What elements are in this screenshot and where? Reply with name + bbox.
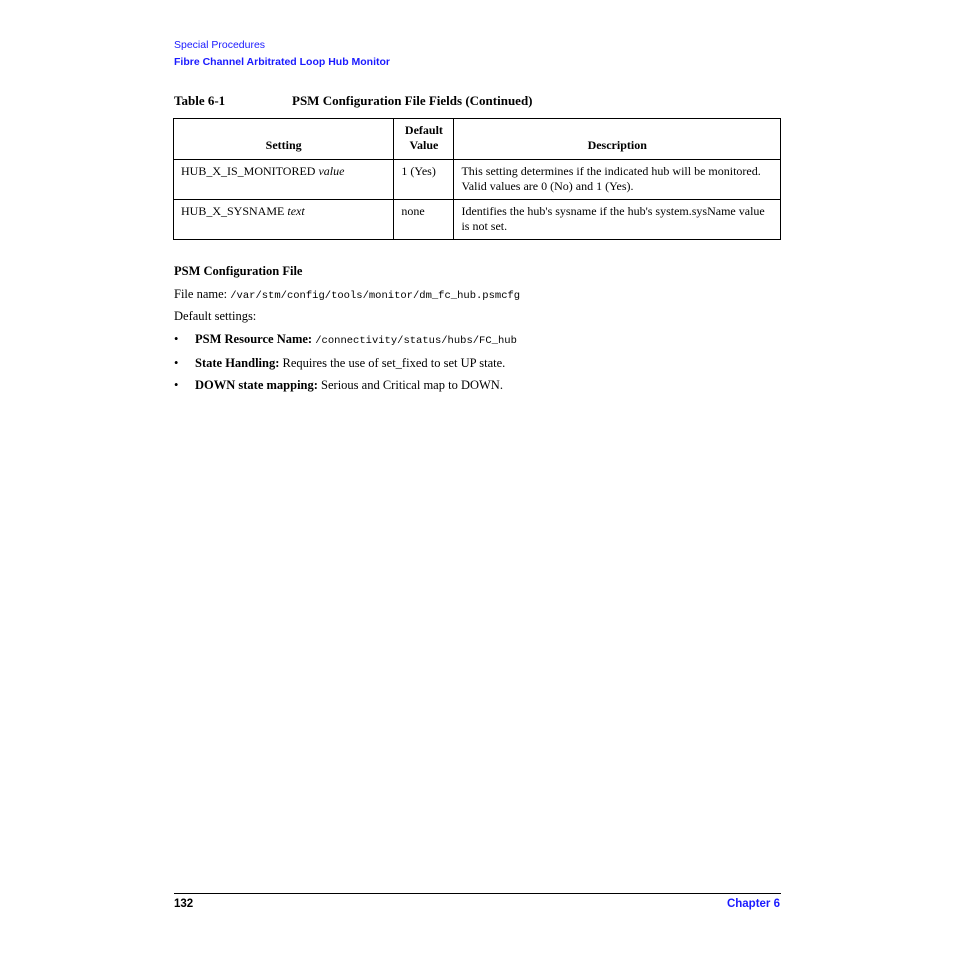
page-number: 132	[174, 898, 194, 910]
bullet-term: State Handling:	[195, 356, 280, 370]
cell-setting	[174, 200, 394, 240]
default-settings-label: Default settings:	[174, 309, 257, 323]
bullet-term: DOWN state mapping:	[195, 378, 318, 392]
setting-arg: text	[287, 204, 305, 218]
list-item	[174, 377, 517, 393]
setting-name: HUB_X_SYSNAME	[181, 204, 285, 218]
table-title: PSM Configuration File Fields (Continued)	[292, 93, 533, 108]
header-section: Special Procedures	[174, 39, 266, 51]
setting-arg: value	[318, 164, 345, 178]
file-path: /var/stm/config/tools/monitor/dm_fc_hub.psmcfg	[230, 290, 521, 302]
setting-name: HUB_X_IS_MONITORED	[181, 164, 316, 178]
column-header-default-line1: Default	[404, 123, 443, 137]
cell-description	[454, 200, 781, 240]
column-header-default-line2: Value	[409, 138, 439, 152]
column-header-setting: Setting	[174, 119, 394, 160]
cell-description	[454, 160, 781, 200]
default-settings-list	[174, 331, 517, 399]
bullet-glyph: •	[174, 332, 179, 346]
column-header-description: Description	[454, 119, 781, 160]
list-item	[174, 355, 517, 371]
description-line: Valid values are 0 (No) and 1 (Yes).	[461, 178, 634, 193]
cell-setting	[174, 160, 394, 200]
config-fields-table	[173, 118, 781, 240]
table-header-row	[174, 119, 781, 160]
table-number: Table 6-1	[174, 93, 226, 108]
running-header	[174, 37, 390, 71]
description-line: This setting determines if the indicated hub will be monitored.	[461, 164, 761, 178]
bullet-text: Serious and Critical map to DOWN.	[321, 378, 503, 392]
table-caption	[174, 93, 533, 109]
header-subsection: Fibre Channel Arbitrated Loop Hub Monitor	[174, 56, 391, 68]
file-name-line	[174, 286, 520, 304]
bullet-text: /connectivity/status/hubs/FC_hub	[315, 335, 517, 347]
chapter-label: Chapter 6	[726, 898, 780, 910]
table-row	[174, 200, 781, 240]
bullet-glyph: •	[174, 378, 179, 392]
file-name-label: File name:	[174, 287, 228, 301]
footer-divider	[174, 893, 781, 894]
psm-config-heading: PSM Configuration File	[174, 264, 303, 278]
bullet-glyph: •	[174, 356, 179, 370]
list-item	[174, 331, 517, 349]
bullet-term: PSM Resource Name:	[195, 332, 313, 346]
description-line: Identifies the hub's sysname if the hub's system.sysName value is not set.	[461, 204, 765, 233]
column-header-default	[394, 119, 454, 160]
table-row	[174, 160, 781, 200]
cell-default: 1 (Yes)	[394, 160, 454, 200]
bullet-text: Requires the use of set_fixed to set UP state.	[282, 356, 506, 370]
cell-default: none	[394, 200, 454, 240]
